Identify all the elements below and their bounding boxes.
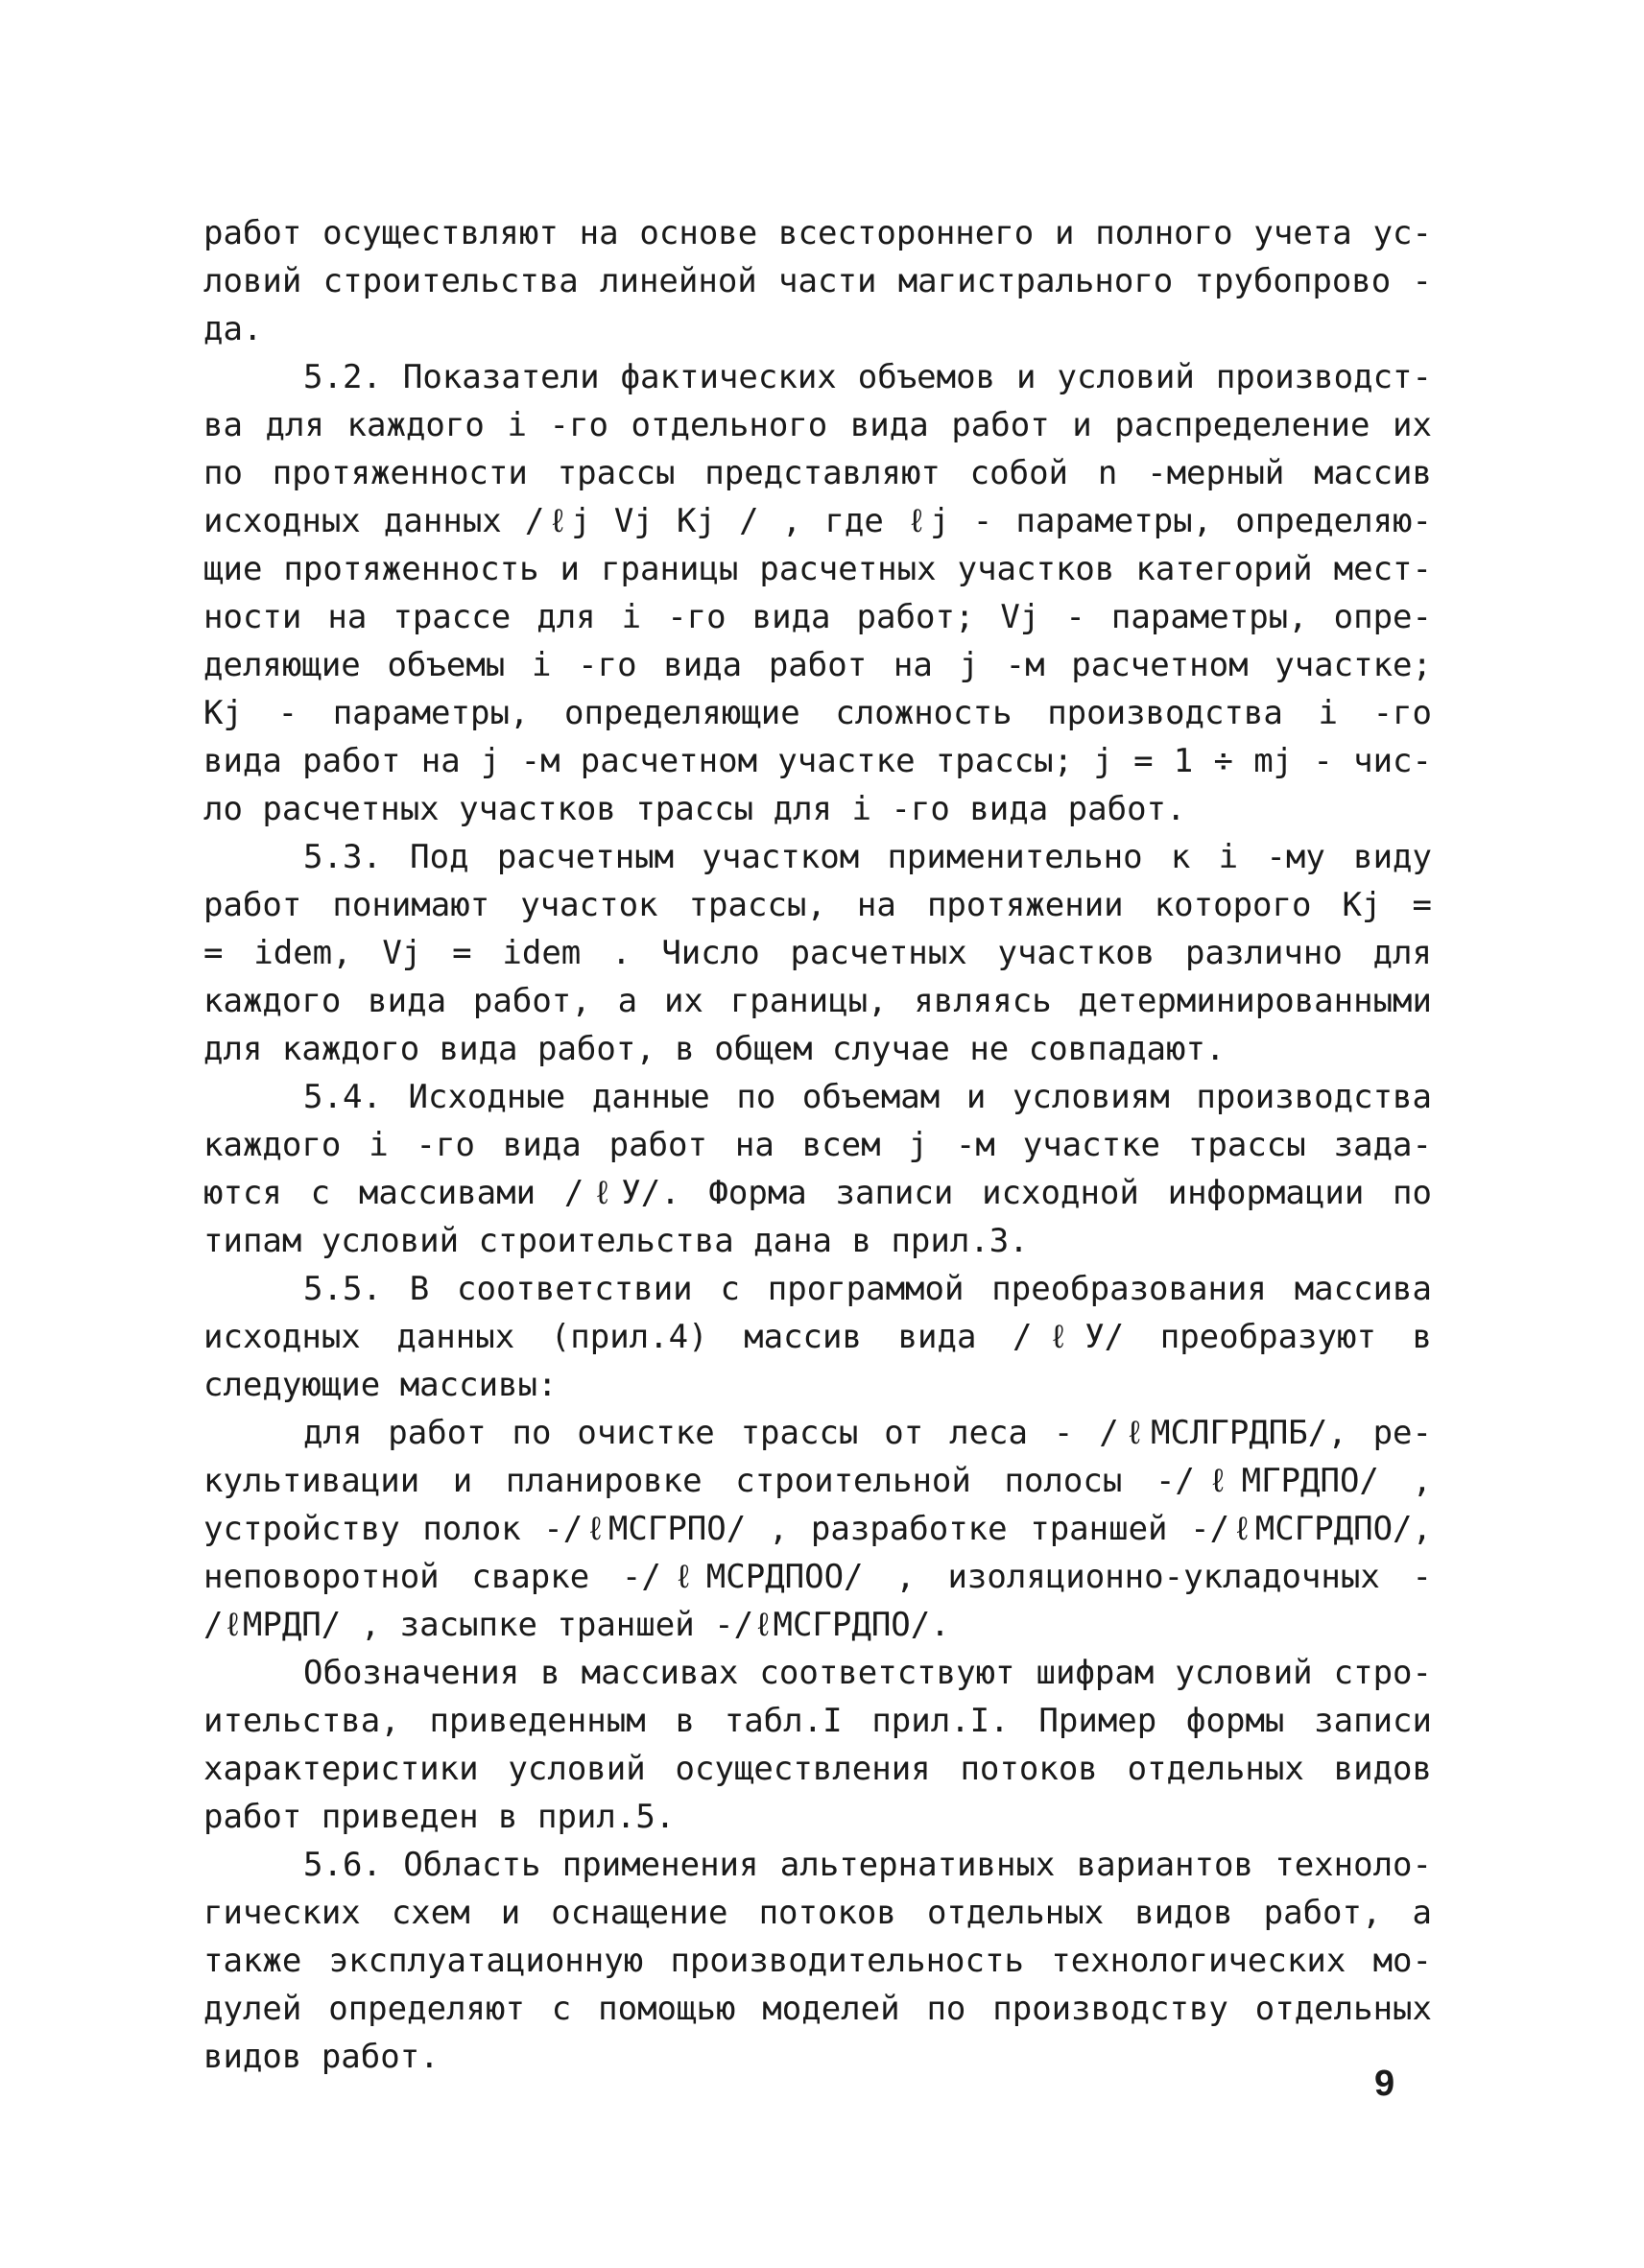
text-line: устройству полок -/ℓМСГРПО/ , разработке траншей -/ℓМСГРДПО/, bbox=[203, 1510, 1432, 1548]
text-line: 5.3. Под расчетным участком применительно к i -му виду bbox=[303, 838, 1432, 876]
text-line: 5.2. Показатели фактических объемов и условий производст- bbox=[303, 358, 1432, 396]
text-line: исходных данных /ℓj Vj Kj / , где ℓj - параметры, определяю- bbox=[203, 502, 1432, 540]
text-line: неповоротной сварке -/ℓМСРДПОО/ , изоляционно-укладочных - bbox=[203, 1558, 1432, 1596]
text-line: Обозначения в массивах соответствуют шифрам условий стро- bbox=[303, 1654, 1432, 1692]
text-line: ва для каждого i -го отдельного вида работ и распределение их bbox=[203, 406, 1432, 444]
paragraph-5-3 bbox=[203, 833, 1432, 1073]
paragraph-5-5 bbox=[203, 1265, 1432, 1841]
text-line: = idem, Vj = idem . Число расчетных участков различно для bbox=[203, 934, 1432, 972]
paragraph-5-2 bbox=[203, 353, 1432, 833]
text-line: ются с массивами /ℓУ/. Форма записи исходной информации по bbox=[203, 1174, 1432, 1212]
text-line: ловий строительства линейной части магистрального трубопрово - bbox=[203, 262, 1432, 300]
text-line: работ приведен в прил.5. bbox=[203, 1798, 676, 1836]
text-line: 5.5. В соответствии с программой преобразования массива bbox=[303, 1270, 1432, 1308]
text-line: ности на трассе для i -го вида работ; Vj - параметры, опре- bbox=[203, 598, 1432, 636]
text-line: каждого i -го вида работ на всем j -м участке трассы зада- bbox=[203, 1126, 1432, 1164]
text-line: работ осуществляют на основе всестороннего и полного учета ус- bbox=[203, 214, 1432, 252]
text-line: ло расчетных участков трассы для i -го вида работ. bbox=[203, 790, 1186, 828]
text-line: /ℓМРДП/ , засыпке траншей -/ℓМСГРДПО/. bbox=[203, 1606, 950, 1644]
text-line: да. bbox=[203, 310, 263, 348]
text-line: ительства, приведенным в табл.I прил.I. Пример формы записи bbox=[203, 1702, 1432, 1740]
text-line: гических схем и оснащение потоков отдельных видов работ, а bbox=[203, 1894, 1432, 1932]
text-line: 5.6. Область применения альтернативных вариантов техноло- bbox=[303, 1846, 1432, 1884]
text-line: вида работ на j -м расчетном участке трассы; j = 1 ÷ mj - чис- bbox=[203, 742, 1432, 780]
text-line: также эксплуатационную производительность технологических мо- bbox=[203, 1942, 1432, 1980]
text-line: деляющие объемы i -го вида работ на j -м расчетном участке; bbox=[203, 646, 1432, 684]
text-line: типам условий строительства дана в прил.3. bbox=[203, 1222, 1029, 1260]
paragraph-5-6 bbox=[203, 1841, 1432, 2081]
text-line: для каждого вида работ, в общем случае не совпадают. bbox=[203, 1030, 1226, 1068]
page-number: 9 bbox=[1374, 2064, 1395, 2104]
text-line: каждого вида работ, а их границы, являясь детерминированными bbox=[203, 982, 1432, 1020]
text-line: работ понимают участок трассы, на протяжении которого Kj = bbox=[203, 886, 1432, 924]
text-line: Kj - параметры, определяющие сложность производства i -го bbox=[203, 694, 1432, 732]
text-line: характеристики условий осуществления потоков отдельных видов bbox=[203, 1750, 1432, 1788]
text-line: по протяженности трассы представляют собой n -мерный массив bbox=[203, 454, 1432, 492]
text-line: видов работ. bbox=[203, 2038, 440, 2076]
body-text bbox=[203, 209, 1432, 2081]
paragraph-continuation bbox=[203, 209, 1432, 353]
paragraph-5-4 bbox=[203, 1073, 1432, 1265]
text-line: 5.4. Исходные данные по объемам и условиям производства bbox=[303, 1078, 1432, 1116]
text-line: культивации и планировке строительной полосы -/ℓМГРДПО/ , bbox=[203, 1462, 1432, 1500]
text-line: для работ по очистке трассы от леса - /ℓМСЛГРДПБ/, ре- bbox=[303, 1414, 1432, 1452]
text-line: следующие массивы: bbox=[203, 1366, 558, 1404]
text-line: щие протяженность и границы расчетных участков категорий мест- bbox=[203, 550, 1432, 588]
text-line: исходных данных (прил.4) массив вида /ℓУ/ преобразуют в bbox=[203, 1318, 1432, 1356]
text-line: дулей определяют с помощью моделей по производству отдельных bbox=[203, 1990, 1432, 2028]
